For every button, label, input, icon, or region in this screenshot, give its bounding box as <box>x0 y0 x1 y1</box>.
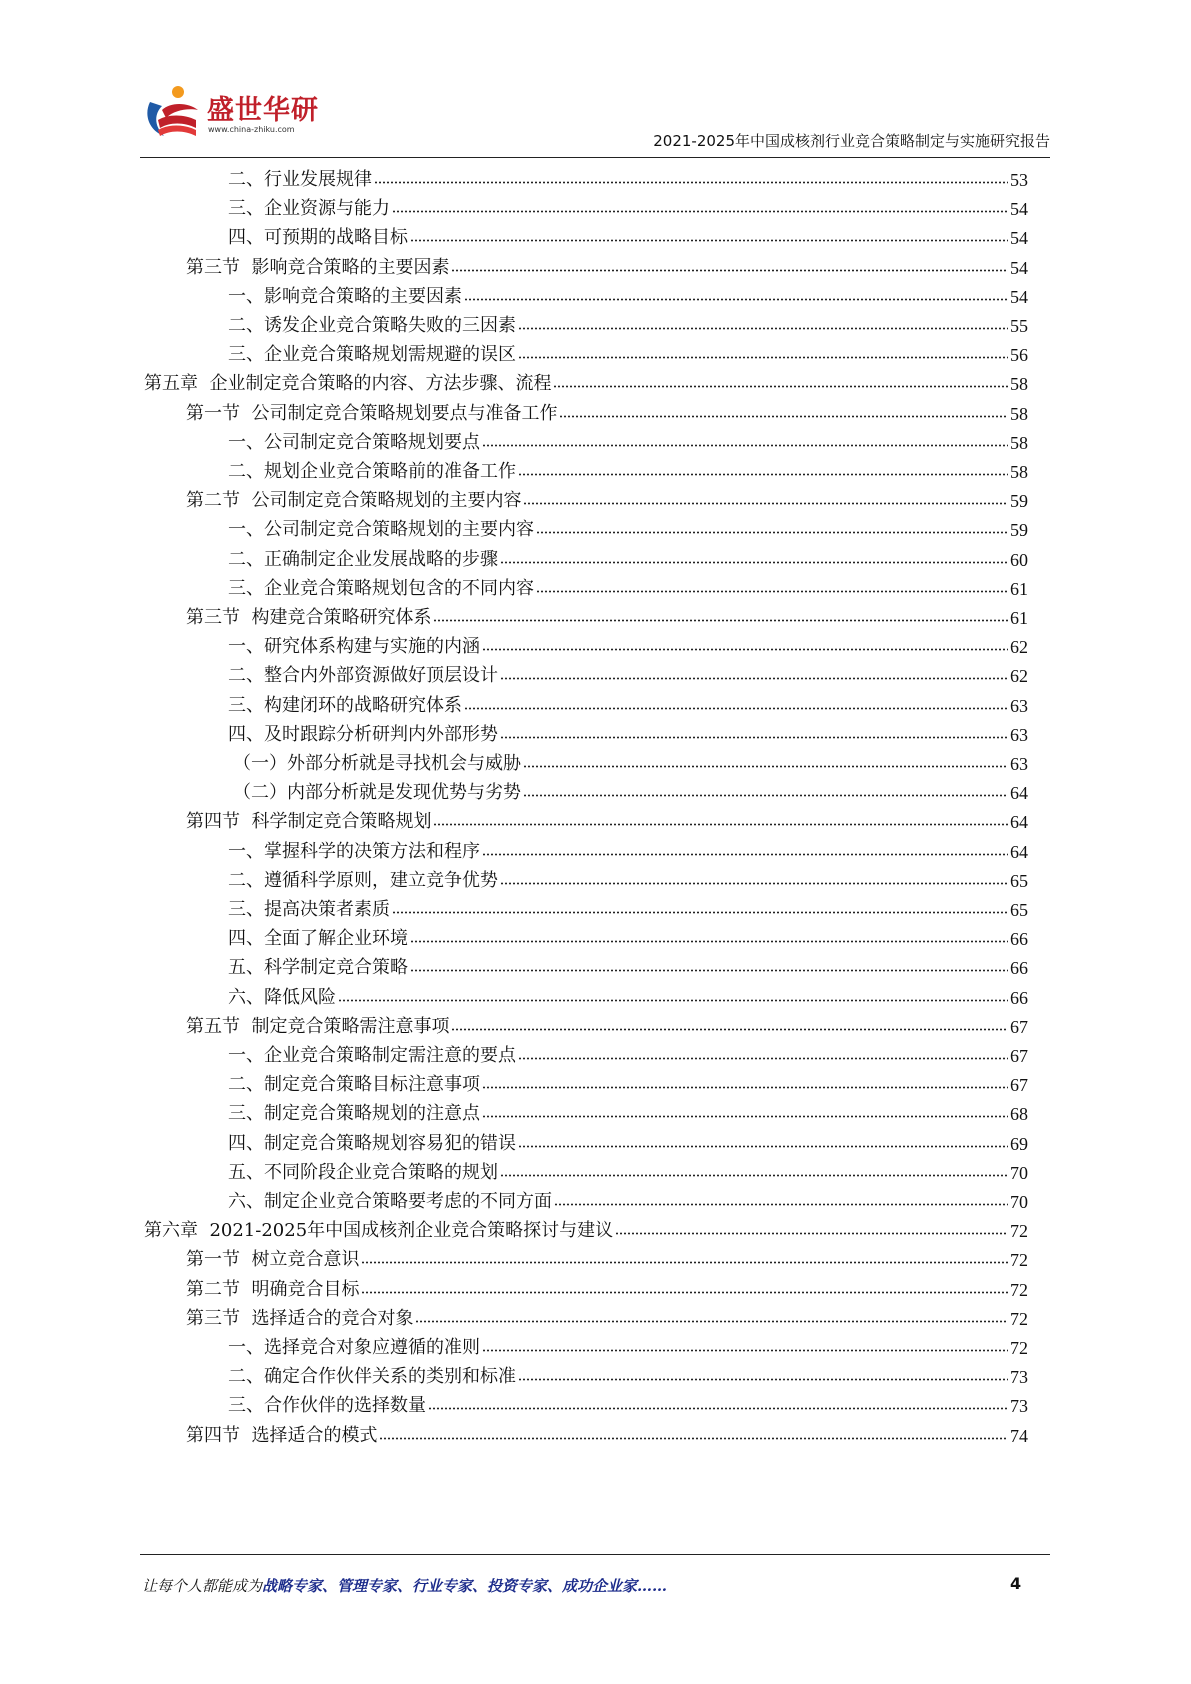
toc-entry-label: 一、影响竞合策略的主要因素 <box>228 285 462 307</box>
toc-entry[interactable] <box>228 890 1028 921</box>
toc-entry-label: 第五章 企业制定竞合策略的内容、方法步骤、流程 <box>144 373 552 395</box>
toc-entry[interactable] <box>186 598 1028 629</box>
toc-leader-dots <box>518 1055 1008 1062</box>
toc-entry-page: 60 <box>1010 549 1028 570</box>
toc-entry-page: 61 <box>1010 608 1028 628</box>
toc-entry-page: 58 <box>1010 374 1028 395</box>
toc-leader-dots <box>464 705 1008 712</box>
toc-entry-page: 62 <box>1010 637 1028 658</box>
toc-leader-dots <box>518 354 1008 361</box>
toc-entry[interactable] <box>186 1007 1028 1038</box>
toc-entry[interactable] <box>228 1153 1028 1184</box>
toc-entry[interactable] <box>228 1065 1028 1096</box>
toc-leader-dots <box>482 646 1008 653</box>
toc-entry-page: 68 <box>1010 1104 1028 1125</box>
toc-entry-label: （一）外部分析就是寻找机会与威胁 <box>233 753 521 774</box>
toc-entry[interactable] <box>228 540 1028 571</box>
toc-entry-page: 74 <box>1010 1425 1028 1446</box>
toc-leader-dots <box>361 1289 1008 1296</box>
toc-entry[interactable] <box>228 1386 1028 1417</box>
header-divider <box>140 157 1050 158</box>
toc-leader-dots <box>523 500 1008 507</box>
toc-entry-page: 64 <box>1010 841 1028 862</box>
toc-leader-dots <box>536 588 1008 595</box>
toc-leader-dots <box>392 909 1008 916</box>
toc-entry[interactable] <box>228 861 1028 892</box>
toc-entry-label: 第一节 公司制定竞合策略规划要点与准备工作 <box>186 402 558 424</box>
toc-entry[interactable] <box>228 832 1028 863</box>
toc-entry[interactable] <box>233 773 1028 804</box>
toc-entry-page: 67 <box>1010 1046 1028 1066</box>
toc-entry-page: 65 <box>1010 900 1028 920</box>
toc-entry-label: 三、企业资源与能力 <box>228 198 390 220</box>
toc-entry-label: 二、确定合作伙伴关系的类别和标准 <box>228 1366 516 1388</box>
logo-emblem-icon <box>140 80 210 142</box>
toc-entry[interactable] <box>228 1094 1028 1125</box>
toc-entry-page: 54 <box>1010 257 1028 278</box>
toc-entry[interactable] <box>186 1416 1028 1447</box>
toc-entry[interactable] <box>228 978 1028 1009</box>
page-header <box>140 80 1050 155</box>
toc-entry-label: 第六章 2021-2025年中国成核剂企业竞合策略探讨与建议 <box>144 1220 614 1242</box>
toc-entry-label: 三、企业竞合策略规划包含的不同内容 <box>228 577 534 599</box>
toc-entry-page: 72 <box>1010 1338 1028 1358</box>
toc-entry-page: 70 <box>1010 1192 1028 1212</box>
logo-url: www.china-zhiku.com <box>208 125 295 134</box>
toc-entry-page: 72 <box>1010 1250 1028 1271</box>
toc-entry-page: 61 <box>1010 578 1028 599</box>
toc-entry[interactable] <box>228 452 1028 483</box>
toc-entry-page: 63 <box>1010 754 1028 774</box>
toc-entry[interactable] <box>228 277 1028 308</box>
toc-entry-page: 67 <box>1010 1075 1028 1096</box>
toc-entry-label: 三、提高决策者素质 <box>228 899 390 920</box>
toc-entry-label: 六、制定企业竞合策略要考虑的不同方面 <box>228 1191 552 1212</box>
toc-entry[interactable] <box>144 1211 1028 1242</box>
toc-entry-label: 一、掌握科学的决策方法和程序 <box>228 840 480 862</box>
toc-entry-page: 66 <box>1010 958 1028 979</box>
toc-entry[interactable] <box>228 686 1028 717</box>
toc-entry[interactable] <box>228 569 1028 600</box>
toc-leader-dots <box>559 413 1008 420</box>
toc-entry-page: 59 <box>1010 520 1028 541</box>
toc-leader-dots <box>553 383 1008 390</box>
toc-leader-dots <box>536 529 1008 536</box>
toc-entry[interactable] <box>228 948 1028 979</box>
toc-entry[interactable] <box>228 1182 1028 1213</box>
toc-leader-dots <box>451 1026 1008 1033</box>
toc-entry-page: 63 <box>1010 695 1028 716</box>
toc-entry-page: 63 <box>1010 724 1028 745</box>
toc-leader-dots <box>433 617 1008 624</box>
toc-entry-page: 73 <box>1010 1396 1028 1417</box>
toc-entry-page: 54 <box>1010 199 1028 220</box>
toc-entry[interactable] <box>228 919 1028 950</box>
toc-leader-dots <box>482 851 1008 858</box>
toc-entry-label: 一、选择竞合对象应遵循的准则 <box>228 1337 480 1358</box>
toc-entry-label: 四、及时跟踪分析研判内外部形势 <box>228 723 498 745</box>
toc-entry[interactable] <box>228 189 1028 220</box>
toc-entry-page: 69 <box>1010 1133 1028 1154</box>
toc-entry[interactable] <box>228 160 1028 191</box>
toc-entry[interactable] <box>186 1240 1028 1271</box>
toc-entry-page: 59 <box>1010 491 1028 512</box>
logo-text: 盛世华研 <box>207 95 319 126</box>
toc-entry[interactable] <box>228 335 1028 366</box>
toc-entry-label: 第二节 明确竞合目标 <box>186 1278 360 1300</box>
toc-leader-dots <box>392 208 1008 215</box>
toc-entry[interactable] <box>228 218 1028 249</box>
toc-entry[interactable] <box>144 364 1028 395</box>
toc-entry-page: 72 <box>1010 1221 1028 1242</box>
toc-leader-dots <box>554 1201 1008 1208</box>
toc-entry[interactable] <box>228 715 1028 746</box>
toc-entry-label: 二、整合内外部资源做好顶层设计 <box>228 665 498 687</box>
toc-entry[interactable] <box>233 744 1028 775</box>
toc-entry[interactable] <box>228 510 1028 541</box>
toc-entry-label: 五、不同阶段企业竞合策略的规划 <box>228 1161 498 1183</box>
footer-slogan-prefix: 让每个人都能成为 <box>142 1577 263 1595</box>
toc-leader-dots <box>500 1172 1008 1179</box>
toc-leader-dots <box>338 997 1008 1004</box>
toc-entry-label: 三、制定竞合策略规划的注意点 <box>228 1103 480 1125</box>
toc-entry-label: 二、正确制定企业发展战略的步骤 <box>228 548 498 570</box>
toc-entry[interactable] <box>228 1036 1028 1067</box>
toc-entry[interactable] <box>228 423 1028 454</box>
footer-divider <box>140 1554 1050 1555</box>
toc-entry-label: 五、科学制定竞合策略 <box>228 957 408 979</box>
toc-entry[interactable] <box>228 1328 1028 1359</box>
toc-entry-label: 一、企业竞合策略制定需注意的要点 <box>228 1045 516 1066</box>
toc-leader-dots <box>410 237 1008 244</box>
toc-leader-dots <box>523 792 1008 799</box>
toc-entry-label: 二、诱发企业竞合策略失败的三因素 <box>228 315 516 336</box>
toc-leader-dots <box>518 1376 1008 1383</box>
toc-entry-page: 54 <box>1010 286 1028 307</box>
toc-entry-page: 66 <box>1010 929 1028 950</box>
toc-entry[interactable] <box>186 1270 1028 1301</box>
toc-entry-page: 62 <box>1010 666 1028 687</box>
toc-leader-dots <box>451 267 1008 274</box>
toc-leader-dots <box>500 734 1008 741</box>
toc-entry[interactable] <box>186 394 1028 425</box>
toc-leader-dots <box>615 1230 1008 1237</box>
toc-leader-dots <box>500 880 1008 887</box>
toc-entry-label: 第四节 科学制定竞合策略规划 <box>186 811 432 833</box>
toc-leader-dots <box>374 179 1008 186</box>
toc-entry-label: 三、构建闭环的战略研究体系 <box>228 694 462 716</box>
toc-entry-label: 四、可预期的战略目标 <box>228 227 408 249</box>
toc-entry-label: 二、遵循科学原则，建立竞争优势 <box>228 869 498 891</box>
toc-entry-label: 四、制定竞合策略规划容易犯的错误 <box>228 1132 516 1154</box>
toc-leader-dots <box>428 1405 1008 1412</box>
toc-entry-label: 二、行业发展规律 <box>228 169 372 190</box>
toc-leader-dots <box>518 471 1008 478</box>
toc-leader-dots <box>379 1435 1008 1442</box>
toc-entry-label: （二）内部分析就是发现优势与劣势 <box>233 782 521 804</box>
toc-leader-dots <box>482 1084 1008 1091</box>
page-number: 4 <box>1010 1574 1022 1593</box>
toc-entry-label: 第三节 构建竞合策略研究体系 <box>186 607 432 628</box>
report-title: 2021-2025年中国成核剂行业竞合策略制定与实施研究报告 <box>653 132 1050 150</box>
toc-entry-label: 一、研究体系构建与实施的内涵 <box>228 636 480 658</box>
toc-entry-label: 第三节 选择适合的竞合对象 <box>186 1307 414 1329</box>
toc-entry-label: 一、公司制定竞合策略规划要点 <box>228 431 480 453</box>
footer-slogan <box>142 1575 667 1596</box>
toc-entry-page: 56 <box>1010 345 1028 366</box>
toc-entry-page: 53 <box>1010 170 1028 190</box>
toc-leader-dots <box>523 763 1008 770</box>
toc-entry[interactable] <box>228 1357 1028 1388</box>
toc-entry[interactable] <box>186 1299 1028 1330</box>
toc-leader-dots <box>433 821 1008 828</box>
toc-entry-label: 第三节 影响竞合策略的主要因素 <box>186 256 450 278</box>
toc-entry[interactable] <box>228 1124 1028 1155</box>
toc-leader-dots <box>482 1113 1008 1120</box>
toc-entry[interactable] <box>228 656 1028 687</box>
toc-entry-page: 73 <box>1010 1367 1028 1388</box>
toc-entry-label: 第四节 选择适合的模式 <box>186 1424 378 1446</box>
toc-entry-label: 六、降低风险 <box>228 986 336 1008</box>
toc-leader-dots <box>500 675 1008 682</box>
toc-entry-label: 一、公司制定竞合策略规划的主要内容 <box>228 519 534 541</box>
toc-entry-page: 55 <box>1010 316 1028 336</box>
toc-entry-page: 65 <box>1010 870 1028 891</box>
toc-entry-label: 第五节 制定竞合策略需注意事项 <box>186 1015 450 1037</box>
footer-slogan-accent: 战略专家、管理专家、行业专家、投资专家、成功企业家…… <box>262 1577 668 1595</box>
company-logo <box>140 80 330 150</box>
toc-entry-page: 58 <box>1010 432 1028 453</box>
toc-leader-dots <box>410 938 1008 945</box>
toc-entry-page: 58 <box>1010 462 1028 482</box>
toc-leader-dots <box>361 1259 1008 1266</box>
toc-entry[interactable] <box>186 248 1028 279</box>
toc-entry-page: 54 <box>1010 228 1028 249</box>
toc-entry[interactable] <box>228 306 1028 337</box>
toc-leader-dots <box>464 296 1008 303</box>
toc-leader-dots <box>410 967 1008 974</box>
toc-entry-label: 四、全面了解企业环境 <box>228 928 408 950</box>
toc-leader-dots <box>518 325 1008 332</box>
toc-entry-label: 二、规划企业竞合策略前的准备工作 <box>228 461 516 482</box>
toc-entry-label: 第二节 公司制定竞合策略规划的主要内容 <box>186 490 522 512</box>
toc-entry[interactable] <box>186 802 1028 833</box>
toc-leader-dots <box>415 1318 1008 1325</box>
toc-entry-label: 二、制定竞合策略目标注意事项 <box>228 1074 480 1096</box>
toc-entry-label: 第一节 树立竞合意识 <box>186 1249 360 1271</box>
toc-entry-label: 三、合作伙伴的选择数量 <box>228 1395 426 1417</box>
toc-leader-dots <box>518 1143 1008 1150</box>
toc-entry-page: 64 <box>1010 812 1028 833</box>
toc-leader-dots <box>500 559 1008 566</box>
toc-entry-page: 67 <box>1010 1016 1028 1037</box>
toc-entry-label: 三、企业竞合策略规划需规避的误区 <box>228 344 516 366</box>
toc-entry-page: 70 <box>1010 1162 1028 1183</box>
toc-leader-dots <box>482 442 1008 449</box>
toc-leader-dots <box>482 1347 1008 1354</box>
toc-entry-page: 64 <box>1010 783 1028 804</box>
toc-entry-page: 72 <box>1010 1308 1028 1329</box>
toc-entry-page: 58 <box>1010 403 1028 424</box>
toc-entry[interactable] <box>228 627 1028 658</box>
toc-entry-page: 66 <box>1010 987 1028 1008</box>
toc-entry[interactable] <box>186 481 1028 512</box>
toc-entry-page: 72 <box>1010 1279 1028 1300</box>
